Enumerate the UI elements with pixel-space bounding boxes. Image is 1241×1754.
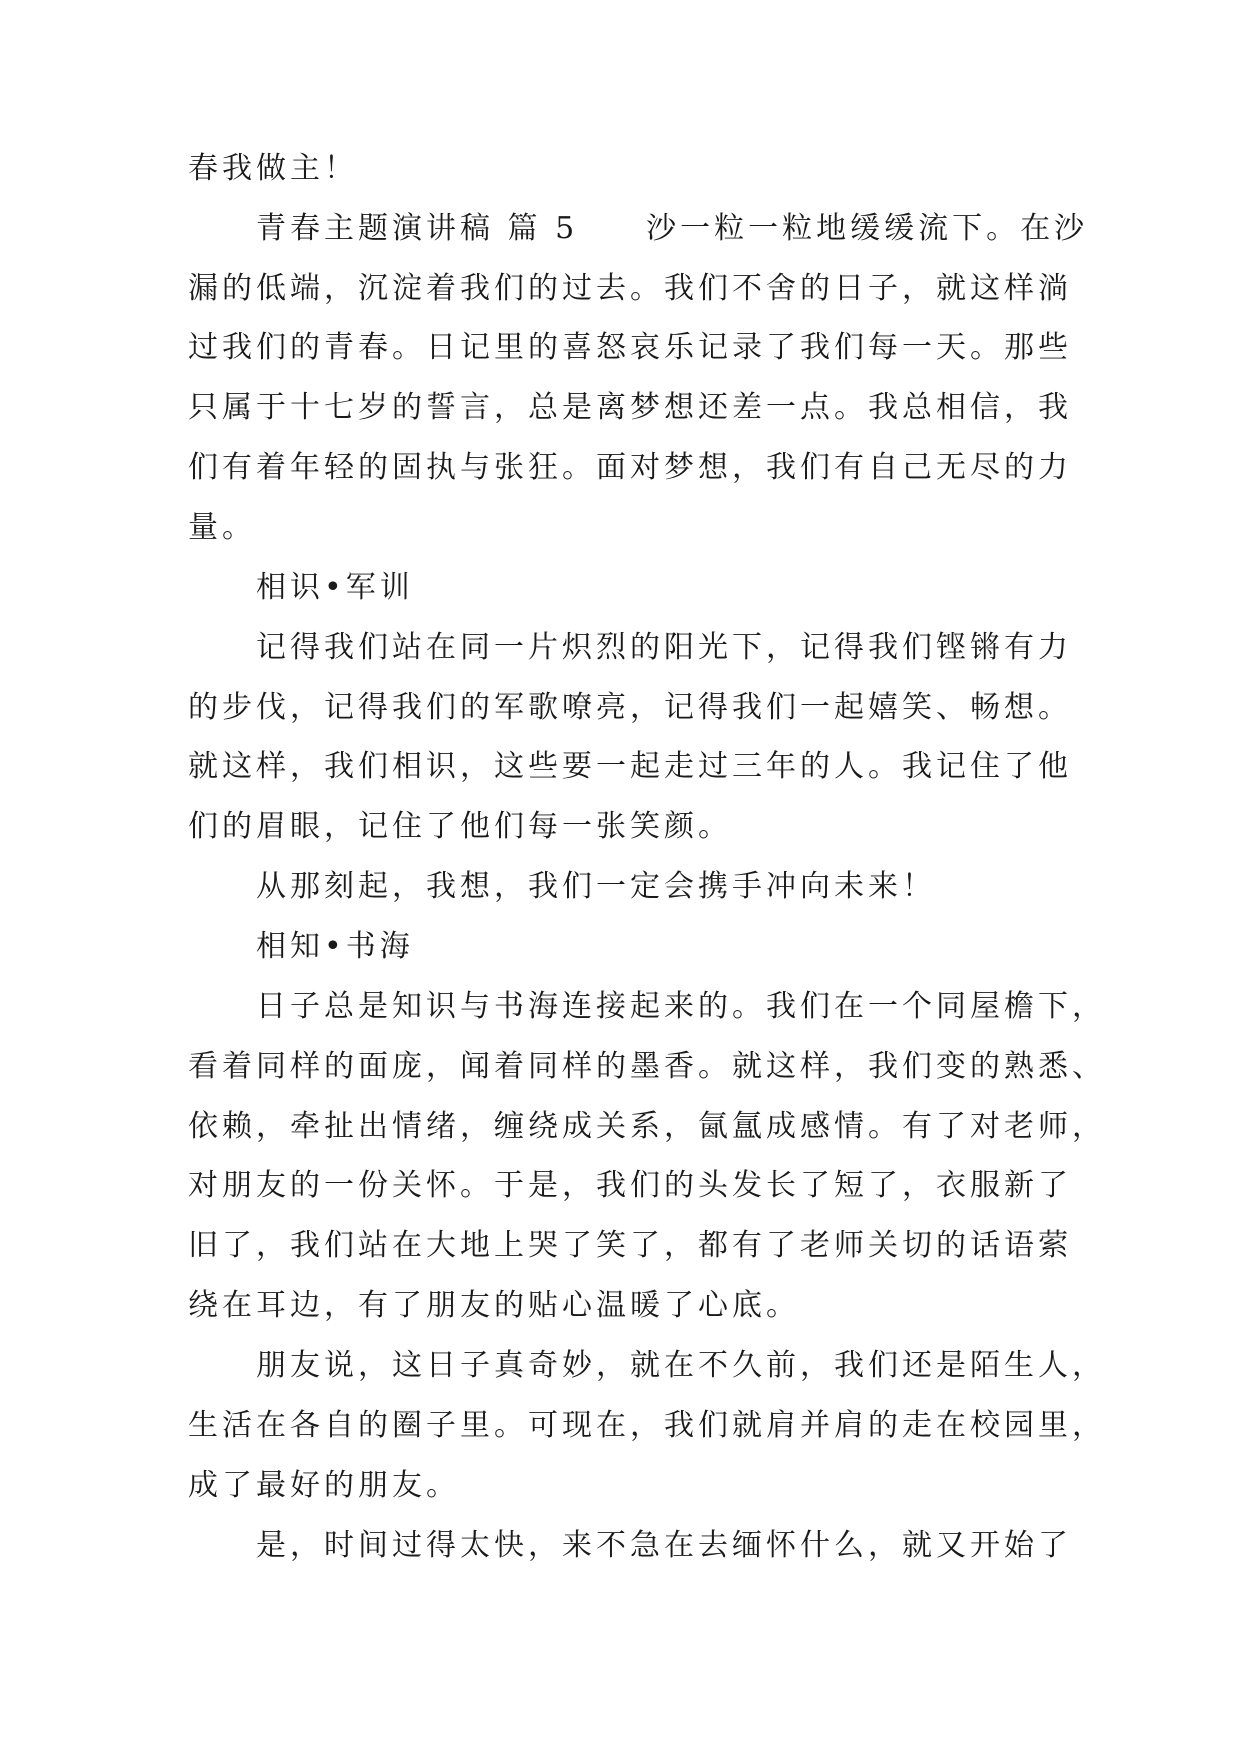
text-line: 们的眉眼，记住了他们每一张笑颜。 (188, 809, 732, 844)
text-line: 成了最好的朋友。 (188, 1468, 460, 1503)
text-line: 过我们的青春。日记里的喜怒哀乐记录了我们每一天。那些 (188, 330, 1072, 365)
text-line: 春我做主！ (188, 151, 358, 186)
text-line: 们有着年轻的固执与张狂。面对梦想，我们有自己无尽的力 (188, 450, 1072, 485)
text-line: 从那刻起，我想，我们一定会携手冲向未来！ (256, 869, 936, 904)
text-line: 绕在耳边，有了朋友的贴心温暖了心底。 (188, 1288, 800, 1323)
text-line: 量。 (188, 510, 256, 545)
text-line: 看着同样的面庞，闻着同样的墨香。就这样，我们变的熟悉、 (188, 1049, 1106, 1084)
text-line: 的步伐，记得我们的军歌嘹亮，记得我们一起嬉笑、畅想。 (188, 690, 1072, 725)
text-line: 只属于十七岁的誓言，总是离梦想还差一点。我总相信，我 (188, 390, 1072, 425)
text-line: 是，时间过得太快，来不急在去缅怀什么，就又开始了 (256, 1528, 1072, 1563)
text-line: 旧了，我们站在大地上哭了笑了，都有了老师关切的话语萦 (188, 1228, 1072, 1263)
section-heading: 相识•军训 (256, 570, 414, 605)
text-line: 就这样，我们相识，这些要一起走过三年的人。我记住了他 (188, 749, 1072, 784)
text-line: 记得我们站在同一片炽烈的阳光下，记得我们铿锵有力 (256, 630, 1072, 665)
text-line: 朋友说，这日子真奇妙，就在不久前，我们还是陌生人， (256, 1348, 1106, 1383)
text-line: 依赖，牵扯出情绪，缠绕成关系，氤氲成感情。有了对老师， (188, 1109, 1106, 1144)
section-heading: 相知•书海 (256, 929, 414, 964)
text-line: 对朋友的一份关怀。于是，我们的头发长了短了，衣服新了 (188, 1168, 1072, 1203)
text-line: 生活在各自的圈子里。可现在，我们就肩并肩的走在校园里， (188, 1408, 1106, 1443)
text-line: 青春主题演讲稿 篇 5 沙一粒一粒地缓缓流下。在沙 (256, 211, 1089, 246)
text-line: 漏的低端，沉淀着我们的过去。我们不舍的日子，就这样淌 (188, 271, 1072, 306)
text-line: 日子总是知识与书海连接起来的。我们在一个同屋檐下， (256, 989, 1106, 1024)
